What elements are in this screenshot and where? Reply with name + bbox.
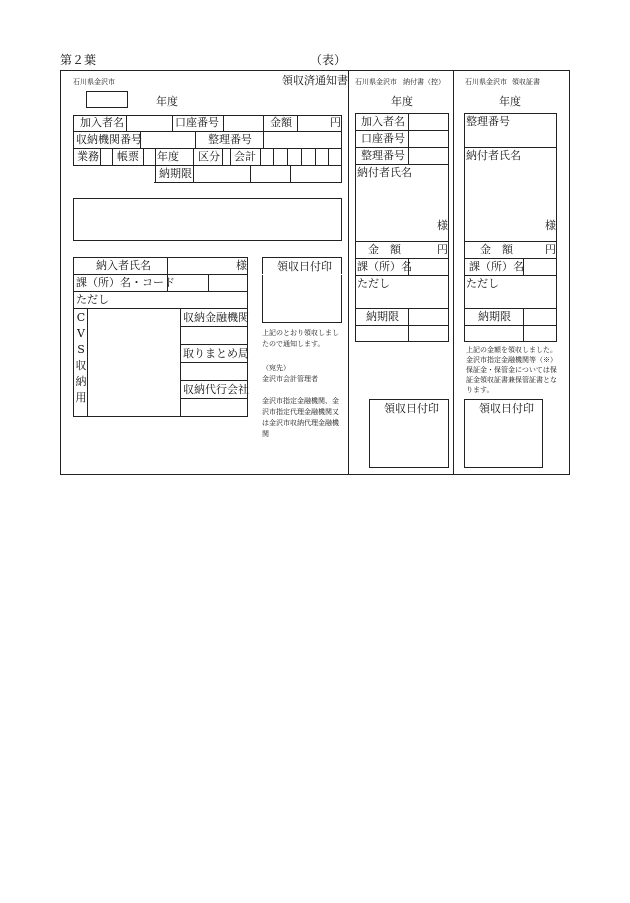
left-institution-3: 収納代行会社 (183, 383, 249, 396)
middle-dept-label: 課（所）名 (357, 260, 412, 273)
middle-deadline-label: 納期限 (366, 310, 399, 323)
left-title: 領収済通知書 (282, 74, 348, 87)
middle-title: 納付書（控） (403, 78, 445, 86)
middle-subscriber-label: 加入者名 (361, 115, 405, 128)
middle-ref-no-label: 整理番号 (361, 149, 405, 162)
right-amount-label: 金 額 (480, 243, 513, 256)
middle-city: 石川県金沢市 (355, 78, 397, 86)
middle-yen-label: 円 (437, 243, 448, 256)
divider-middle-right (453, 70, 454, 475)
right-payer-name-label: 納付者氏名 (466, 149, 521, 162)
right-tadashi-label: ただし (466, 277, 499, 290)
page-side-label: （表） (310, 53, 347, 67)
left-institution-1: 収納金融機関 (183, 311, 249, 324)
left-addressee: （宛先） 金沢市会計管理者 (262, 364, 318, 383)
left-year-col-label: 年度 (157, 150, 179, 163)
left-sama-label: 様 (236, 259, 247, 272)
middle-stamp-title: 領収日付印 (384, 402, 439, 415)
left-memo-box[interactable] (73, 198, 342, 241)
middle-tadashi-label: ただし (357, 277, 390, 290)
left-category-label: 区分 (198, 150, 220, 163)
left-amount-label: 金額 (270, 116, 292, 129)
right-stamp-title: 領収日付印 (479, 402, 534, 415)
left-yen-label: 円 (330, 116, 341, 129)
right-year-label: 年度 (499, 95, 521, 108)
middle-account-label: 口座番号 (361, 132, 405, 145)
left-notice-text: 上記のとおり領収しまし たので通知します。 (262, 329, 339, 348)
left-form-label: 帳票 (117, 150, 139, 163)
right-sama-label: 様 (545, 219, 556, 232)
left-payer-name-label: 納入者氏名 (96, 259, 151, 272)
right-note-text: 上記の金額を領収しました。 金沢市指定金融機関等（※） 保証金・保管金については保 証金領収証書兼保管証書とな ります。 (466, 346, 557, 394)
left-agency-no-label: 収納機関番号 (76, 133, 142, 146)
left-year-label: 年度 (156, 95, 178, 108)
right-dept-label: 課（所）名 (469, 260, 524, 273)
left-institutions-note: 金沢市指定金融機関、金 沢市指定代理金融機関又 は金沢市収納代理金融機 関 (262, 397, 339, 438)
right-title: 領収証書 (512, 78, 540, 86)
left-year-field[interactable] (86, 91, 128, 108)
right-yen-label: 円 (545, 243, 556, 256)
left-account-label: 口座番号 (175, 116, 219, 129)
left-deadline-label: 納期限 (159, 167, 192, 180)
left-tadashi-label: ただし (76, 293, 109, 306)
divider-left-middle (348, 70, 349, 475)
page-number-label: 第２葉 (60, 53, 97, 67)
left-business-label: 業務 (77, 150, 99, 163)
left-dept-code-label: 課（所）名・コード (76, 276, 175, 289)
left-accounting-label: 会計 (234, 150, 256, 163)
left-ref-no-label: 整理番号 (208, 133, 252, 146)
middle-year-label: 年度 (391, 95, 413, 108)
cvs-vertical-label: C V S 収 納 用 (75, 311, 87, 404)
right-deadline-label: 納期限 (478, 310, 511, 323)
left-subscriber-label: 加入者名 (80, 116, 124, 129)
middle-sama-label: 様 (437, 219, 448, 232)
middle-amount-label: 金 額 (368, 243, 401, 256)
right-city: 石川県金沢市 (465, 78, 507, 86)
left-stamp-title: 領収日付印 (277, 260, 332, 273)
left-city: 石川県金沢市 (73, 78, 115, 86)
left-institution-2: 取りまとめ局 (183, 347, 249, 360)
right-ref-no-label: 整理番号 (466, 115, 510, 128)
middle-payer-name-label: 納付者氏名 (357, 166, 412, 179)
